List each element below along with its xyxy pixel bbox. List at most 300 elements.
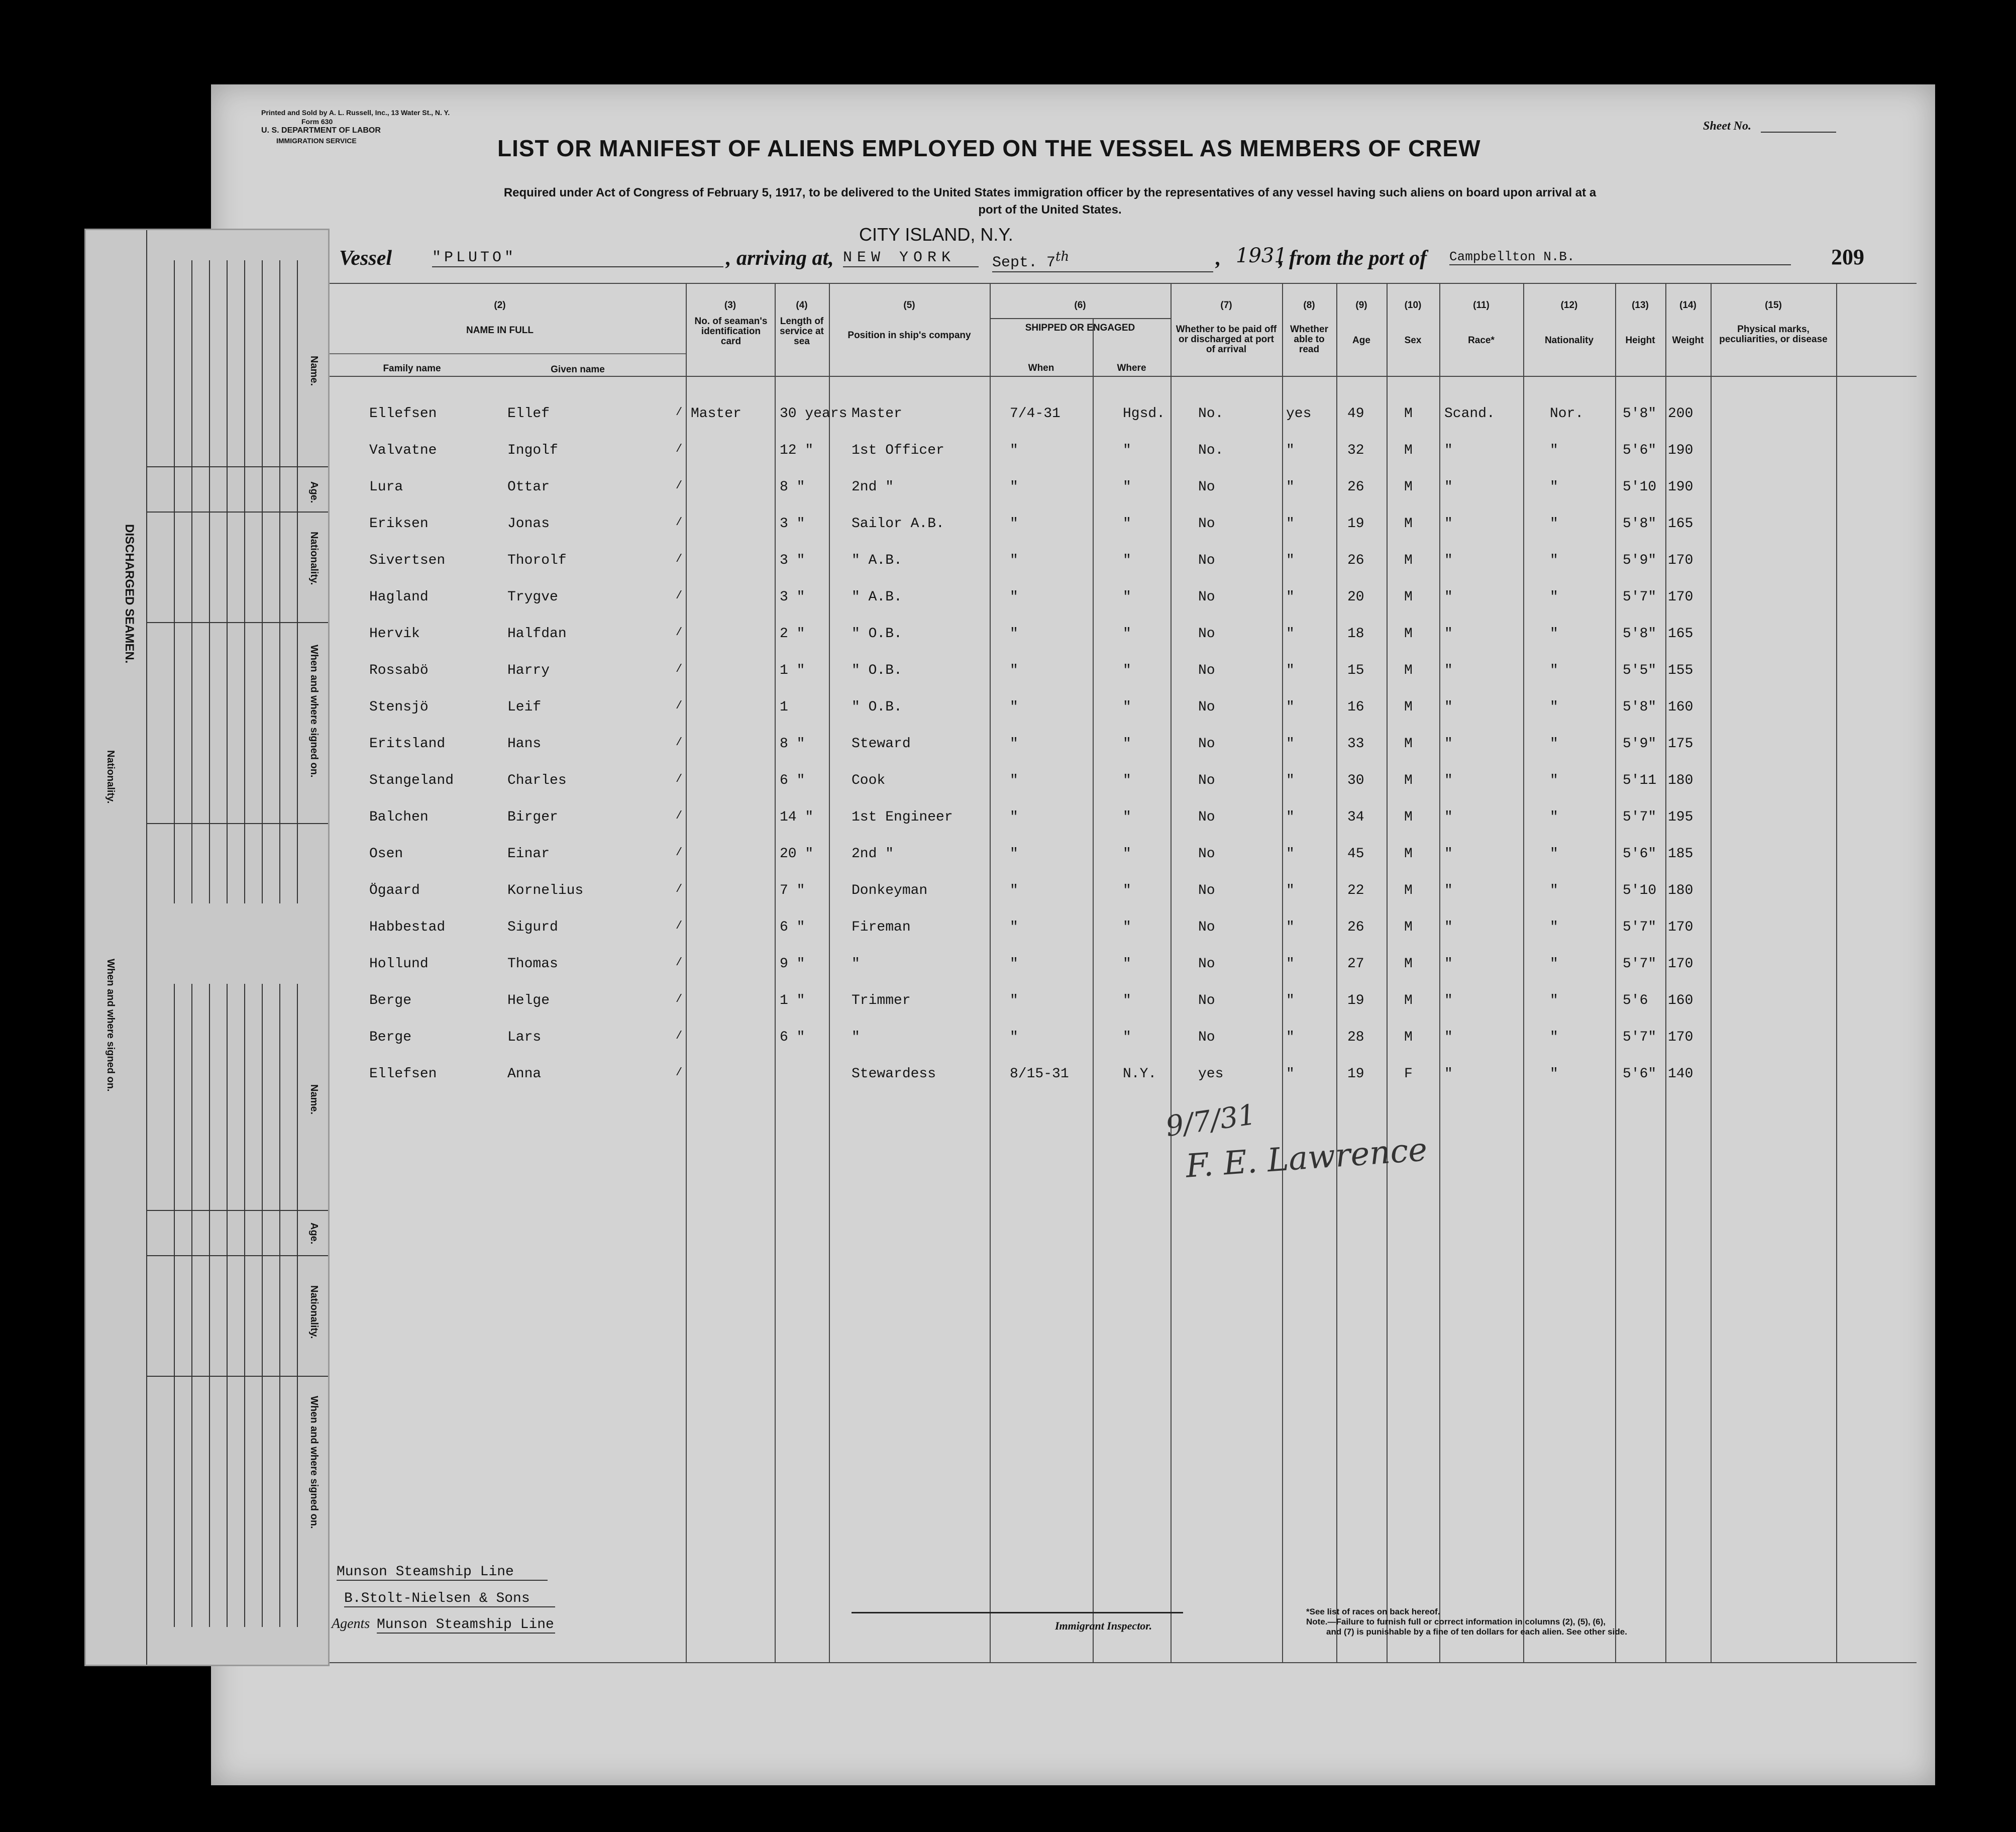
able-to-read-cell: " (1286, 920, 1295, 935)
sex-cell: M (1404, 479, 1413, 495)
able-to-read-cell: " (1286, 589, 1295, 605)
shipped-when-cell: " (1010, 736, 1018, 752)
able-to-read-cell: " (1286, 443, 1295, 458)
strip-rule (279, 984, 280, 1627)
race-cell: " (1444, 479, 1453, 495)
col13-number: (13) (1632, 300, 1649, 311)
nationality-cell: " (1550, 479, 1558, 495)
family-name-cell: Sivertsen (369, 553, 446, 568)
agents-label: Agents (332, 1616, 370, 1632)
check-mark: / (676, 516, 683, 529)
strip-rule (146, 1255, 328, 1256)
height-cell: 5'8" (1623, 406, 1657, 422)
service-length-cell: 14 " (780, 809, 814, 825)
able-to-read-cell: " (1286, 626, 1295, 642)
height-cell: 5'10 (1623, 883, 1657, 898)
shipped-where-cell: " (1123, 516, 1131, 532)
where-header: Where (1117, 363, 1146, 373)
shipped-subrule (990, 318, 1171, 319)
service-length-cell: 12 " (780, 443, 814, 458)
family-name-cell: Valvatne (369, 443, 437, 458)
family-name-cell: Lura (369, 479, 403, 495)
weight-cell: 160 (1668, 699, 1693, 715)
shipped-when-cell: " (1010, 589, 1018, 605)
sex-cell: M (1404, 553, 1413, 568)
nationality-cell: " (1550, 809, 1558, 825)
col10-header: Sex (1404, 335, 1422, 346)
given-name-cell: Anna (507, 1066, 542, 1082)
able-to-read-cell: " (1286, 956, 1295, 972)
col15-header: Physical marks, peculiarities, or disease (1719, 324, 1828, 345)
given-name-cell: Charles (507, 773, 567, 788)
comma-1: , (1216, 247, 1221, 270)
col-rule-8 (1282, 283, 1283, 1662)
family-name-cell: Habbestad (369, 920, 446, 935)
able-to-read-cell: " (1286, 663, 1295, 678)
service-length-cell: 1 " (780, 663, 805, 678)
age-cell: 19 (1347, 993, 1364, 1008)
shipped-where-cell: " (1123, 443, 1131, 458)
arriving-label: , arriving at, (726, 247, 834, 270)
penalty-note-2: and (7) is punishable by a fine of ten dollars for each alien. See other side. (1326, 1627, 1627, 1637)
service-length-cell: 6 " (780, 920, 805, 935)
age-cell: 16 (1347, 699, 1364, 715)
position-cell: " O.B. (852, 663, 902, 678)
col4-header: Length of service at sea (780, 316, 824, 347)
check-mark: / (676, 443, 683, 455)
requirement-line-1: Required under Act of Congress of February 5, 1917, to be delivered to the United States immigration officer by the representatives of any vessel having such aliens on board upon arrival at a (503, 186, 1597, 199)
paid-off-cell: No (1198, 809, 1215, 825)
shipped-where-cell: N.Y. (1123, 1066, 1157, 1082)
age-cell: 18 (1347, 626, 1364, 642)
strip-rule (146, 230, 147, 1665)
strip-rule (146, 1376, 328, 1377)
height-cell: 5'6" (1623, 846, 1657, 862)
weight-cell: 185 (1668, 846, 1693, 862)
col-rule-15 (1711, 283, 1712, 1662)
shipped-where-cell: " (1123, 699, 1131, 715)
service-length-cell: 3 " (780, 589, 805, 605)
col-rule-6 (990, 283, 991, 1662)
given-name-cell: Sigurd (507, 920, 558, 935)
paid-off-cell: No (1198, 736, 1215, 752)
position-cell: Master (852, 406, 902, 422)
sex-cell: M (1404, 406, 1413, 422)
check-mark: / (676, 773, 683, 785)
height-cell: 5'7" (1623, 589, 1657, 605)
requirement-line-2: port of the United States. (978, 203, 1122, 217)
check-mark: / (676, 736, 683, 749)
paid-off-cell: No. (1198, 406, 1224, 422)
paid-off-cell: No (1198, 699, 1215, 715)
nationality-cell: " (1550, 883, 1558, 898)
shipped-when-cell: " (1010, 883, 1018, 898)
shipped-where-cell: " (1123, 1030, 1131, 1045)
race-cell: " (1444, 516, 1453, 532)
col5-header: Position in ship's company (847, 330, 971, 341)
shipped-where-cell: " (1123, 479, 1131, 495)
position-cell: " (852, 956, 860, 972)
given-name-cell: Ottar (507, 479, 550, 495)
check-mark: / (676, 589, 683, 602)
printer-credit: Printed and Sold by A. L. Russell, Inc., 13 Water St., N. Y. (261, 109, 450, 117)
given-name-header: Given name (551, 364, 605, 375)
height-cell: 5'6 (1623, 993, 1648, 1008)
shipped-where-cell: " (1123, 589, 1131, 605)
shipped-where-cell: " (1123, 773, 1131, 788)
penalty-note-1: Note.—Failure to furnish full or correct information in columns (2), (5), (6), (1306, 1617, 1606, 1626)
check-mark: / (676, 846, 683, 859)
port-stamp: CITY ISLAND, N.Y. (859, 224, 1013, 245)
col9-header: Age (1352, 335, 1370, 346)
paid-off-cell: yes (1198, 1066, 1224, 1082)
strip-rule (297, 260, 298, 903)
col15-number: (15) (1765, 300, 1782, 311)
sex-cell: M (1404, 809, 1413, 825)
race-cell: " (1444, 553, 1453, 568)
col11-header: Race* (1468, 335, 1495, 346)
age-cell: 26 (1347, 553, 1364, 568)
position-cell: Trimmer (852, 993, 911, 1008)
arrival-date-suffix: th (1055, 249, 1070, 264)
strip-signed-label-2: When and where signed on. (308, 1396, 320, 1529)
family-name-cell: Eritsland (369, 736, 446, 752)
height-cell: 5'9" (1623, 736, 1657, 752)
service-length-cell: 6 " (780, 773, 805, 788)
sex-cell: M (1404, 736, 1413, 752)
shipped-when-cell: " (1010, 626, 1018, 642)
able-to-read-cell: " (1286, 773, 1295, 788)
table-top-rule (319, 283, 1917, 284)
able-to-read-cell: " (1286, 1030, 1295, 1045)
col11-number: (11) (1473, 300, 1490, 311)
able-to-read-cell: " (1286, 479, 1295, 495)
able-to-read-cell: " (1286, 553, 1295, 568)
race-cell: " (1444, 773, 1453, 788)
paid-off-cell: No (1198, 846, 1215, 862)
col4-number: (4) (796, 300, 808, 311)
page-number: 209 (1831, 245, 1864, 269)
nationality-cell: " (1550, 553, 1558, 568)
race-cell: " (1444, 736, 1453, 752)
age-cell: 34 (1347, 809, 1364, 825)
given-name-cell: Hans (507, 736, 542, 752)
shipped-where-cell: " (1123, 883, 1131, 898)
service-length-cell: 9 " (780, 956, 805, 972)
check-mark: / (676, 883, 683, 895)
sex-cell: M (1404, 589, 1413, 605)
page-title: LIST OR MANIFEST OF ALIENS EMPLOYED ON THE VESSEL AS MEMBERS OF CREW (497, 135, 1481, 161)
position-cell: " O.B. (852, 626, 902, 642)
age-cell: 26 (1347, 479, 1364, 495)
col14-header: Weight (1672, 335, 1704, 346)
height-cell: 5'8" (1623, 699, 1657, 715)
strip-title: DISCHARGED SEAMEN. (123, 524, 136, 664)
strip-rule (262, 984, 263, 1627)
col5-number: (5) (903, 300, 915, 311)
col13-header: Height (1625, 335, 1655, 346)
agents-value: Munson Steamship Line (377, 1617, 555, 1634)
shipped-when-cell: 8/15-31 (1010, 1066, 1069, 1082)
col6-header: SHIPPED OR ENGAGED (1025, 323, 1135, 333)
family-name-cell: Ellefsen (369, 406, 437, 422)
height-cell: 5'8" (1623, 626, 1657, 642)
service-length-cell: 6 " (780, 1030, 805, 1045)
nationality-cell: " (1550, 736, 1558, 752)
service-length-cell: 3 " (780, 516, 805, 532)
race-cell: Scand. (1444, 406, 1495, 422)
sex-cell: F (1404, 1066, 1413, 1082)
given-name-cell: Harry (507, 663, 550, 678)
race-cell: " (1444, 663, 1453, 678)
col-rule-3 (686, 283, 687, 1662)
shipped-where-cell: Hgsd. (1123, 406, 1165, 422)
height-cell: 5'5" (1623, 663, 1657, 678)
service-length-cell: 20 " (780, 846, 814, 862)
sheet-number-line (1761, 132, 1836, 133)
height-cell: 5'11 (1623, 773, 1657, 788)
shipped-where-cell: " (1123, 809, 1131, 825)
age-cell: 22 (1347, 883, 1364, 898)
able-to-read-cell: " (1286, 1066, 1295, 1082)
able-to-read-cell: yes (1286, 406, 1312, 422)
family-name-cell: Ellefsen (369, 1066, 437, 1082)
col-rule-12 (1523, 283, 1524, 1662)
able-to-read-cell: " (1286, 809, 1295, 825)
height-cell: 5'7" (1623, 809, 1657, 825)
given-name-cell: Helge (507, 993, 550, 1008)
given-name-cell: Halfdan (507, 626, 567, 642)
weight-cell: 180 (1668, 773, 1693, 788)
strip-nat-label-2: Nationality. (308, 1285, 320, 1339)
strip-rule (146, 1210, 328, 1211)
strip-rule (146, 823, 328, 824)
strip-rule (209, 260, 210, 903)
col-rule-4 (775, 283, 776, 1662)
service-length-cell: 3 " (780, 553, 805, 568)
check-mark: / (676, 406, 683, 419)
col-rule-16 (1836, 283, 1837, 1662)
col3-header: No. of seaman's identification card (694, 316, 768, 347)
weight-cell: 190 (1668, 443, 1693, 458)
family-name-cell: Osen (369, 846, 403, 862)
vessel-name: "PLUTO" (432, 249, 723, 267)
weight-cell: 190 (1668, 479, 1693, 495)
shipped-where-cell: " (1123, 736, 1131, 752)
family-name-cell: Berge (369, 993, 412, 1008)
check-mark: / (676, 699, 683, 712)
weight-cell: 165 (1668, 516, 1693, 532)
strip-rule (297, 984, 298, 1627)
height-cell: 5'6" (1623, 443, 1657, 458)
height-cell: 5'8" (1623, 516, 1657, 532)
weight-cell: 180 (1668, 883, 1693, 898)
paid-off-cell: No (1198, 920, 1215, 935)
service-length-cell: 1 " (780, 993, 805, 1008)
col14-number: (14) (1679, 300, 1696, 311)
col12-number: (12) (1560, 300, 1578, 311)
family-name-cell: Hervik (369, 626, 420, 642)
given-name-cell: Thomas (507, 956, 558, 972)
given-name-cell: Birger (507, 809, 558, 825)
race-cell: " (1444, 883, 1453, 898)
height-cell: 5'7" (1623, 920, 1657, 935)
service-length-cell: 7 " (780, 883, 805, 898)
col2-header: NAME IN FULL (466, 325, 534, 336)
sex-cell: M (1404, 773, 1413, 788)
position-cell: 1st Officer (852, 443, 944, 458)
paid-off-cell: No (1198, 956, 1215, 972)
weight-cell: 160 (1668, 993, 1693, 1008)
id-card-cell: Master (691, 406, 741, 422)
age-cell: 28 (1347, 1030, 1364, 1045)
owner-line: Munson Steamship Line (337, 1564, 548, 1581)
when-header: When (1028, 363, 1054, 373)
strip-age-label: Age. (308, 481, 320, 503)
col10-number: (10) (1404, 300, 1422, 311)
position-cell: " O.B. (852, 699, 902, 715)
family-name-cell: Stensjö (369, 699, 429, 715)
family-name-cell: Hollund (369, 956, 429, 972)
nationality-cell: " (1550, 1030, 1558, 1045)
age-cell: 26 (1347, 920, 1364, 935)
strip-nationality-label: Nationality. (105, 750, 116, 804)
check-mark: / (676, 956, 683, 969)
age-cell: 30 (1347, 773, 1364, 788)
age-cell: 45 (1347, 846, 1364, 862)
sex-cell: M (1404, 626, 1413, 642)
given-name-cell: Kornelius (507, 883, 584, 898)
shipped-when-cell: " (1010, 809, 1018, 825)
age-cell: 27 (1347, 956, 1364, 972)
paid-off-cell: No (1198, 516, 1215, 532)
nationality-cell: " (1550, 626, 1558, 642)
weight-cell: 140 (1668, 1066, 1693, 1082)
col8-header: Whether able to read (1290, 324, 1328, 355)
service-length-cell: 8 " (780, 736, 805, 752)
paid-off-cell: No (1198, 773, 1215, 788)
paid-off-cell: No (1198, 553, 1215, 568)
able-to-read-cell: " (1286, 736, 1295, 752)
position-cell: Cook (852, 773, 886, 788)
weight-cell: 200 (1668, 406, 1693, 422)
age-cell: 19 (1347, 1066, 1364, 1082)
sex-cell: M (1404, 516, 1413, 532)
able-to-read-cell: " (1286, 993, 1295, 1008)
race-cell: " (1444, 846, 1453, 862)
given-name-cell: Lars (507, 1030, 542, 1045)
discharged-seamen-strip (84, 229, 330, 1666)
arrival-year: 1931 (1236, 244, 1287, 267)
form-number: Form 630 (301, 118, 333, 126)
paid-off-cell: No (1198, 993, 1215, 1008)
position-cell: 1st Engineer (852, 809, 953, 825)
shipped-when-cell: 7/4-31 (1010, 406, 1060, 422)
shipped-where-cell: " (1123, 663, 1131, 678)
height-cell: 5'7" (1623, 1030, 1657, 1045)
service-length-cell: 1 (780, 699, 788, 715)
shipped-when-cell: " (1010, 663, 1018, 678)
able-to-read-cell: " (1286, 699, 1295, 715)
age-cell: 15 (1347, 663, 1364, 678)
position-cell: 2nd " (852, 479, 894, 495)
shipped-when-cell: " (1010, 1030, 1018, 1045)
manifest-sheet (211, 84, 1935, 1785)
service-length-cell: 8 " (780, 479, 805, 495)
shipped-when-cell: " (1010, 443, 1018, 458)
weight-cell: 170 (1668, 920, 1693, 935)
weight-cell: 170 (1668, 553, 1693, 568)
position-cell: " (852, 1030, 860, 1045)
shipped-where-cell: " (1123, 920, 1131, 935)
race-cell: " (1444, 956, 1453, 972)
position-cell: " A.B. (852, 589, 902, 605)
sheet-number-label: Sheet No. (1703, 120, 1751, 133)
nationality-cell: " (1550, 516, 1558, 532)
operator-line: B.Stolt-Nielsen & Sons (344, 1591, 555, 1607)
check-mark: / (676, 626, 683, 639)
height-cell: 5'10 (1623, 479, 1657, 495)
departure-port: Campbellton N.B. (1449, 249, 1791, 265)
race-cell: " (1444, 1066, 1453, 1082)
strip-when-label: When and where signed on. (105, 959, 116, 1092)
strip-signed-label: When and where signed on. (308, 645, 320, 778)
weight-cell: 175 (1668, 736, 1693, 752)
race-cell: " (1444, 626, 1453, 642)
col-rule-9 (1336, 283, 1337, 1662)
race-cell: " (1444, 589, 1453, 605)
shipped-where-cell: " (1123, 553, 1131, 568)
name-subrule (319, 353, 686, 354)
nationality-cell: " (1550, 773, 1558, 788)
strip-rule (279, 260, 280, 903)
col-rule-5 (829, 283, 830, 1662)
inspector-signature-line (852, 1612, 1183, 1613)
table-bottom-rule (319, 1662, 1917, 1663)
age-cell: 20 (1347, 589, 1364, 605)
shipped-when-cell: " (1010, 846, 1018, 862)
races-note: *See list of races on back hereof. (1306, 1607, 1440, 1616)
sex-cell: M (1404, 699, 1413, 715)
height-cell: 5'7" (1623, 956, 1657, 972)
height-cell: 5'9" (1623, 553, 1657, 568)
nationality-cell: " (1550, 920, 1558, 935)
height-cell: 5'6" (1623, 1066, 1657, 1082)
paid-off-cell: No (1198, 883, 1215, 898)
sex-cell: M (1404, 663, 1413, 678)
given-name-cell: Thorolf (507, 553, 567, 568)
given-name-cell: Leif (507, 699, 542, 715)
table-header-rule (319, 376, 1917, 377)
col8-number: (8) (1303, 300, 1315, 311)
family-name-header: Family name (383, 363, 441, 374)
strip-name-label: Name. (308, 356, 320, 386)
shipped-when-cell: " (1010, 993, 1018, 1008)
check-mark: / (676, 663, 683, 675)
strip-rule (191, 984, 192, 1627)
age-cell: 19 (1347, 516, 1364, 532)
sex-cell: M (1404, 1030, 1413, 1045)
strip-rule (209, 984, 210, 1627)
col7-number: (7) (1220, 300, 1232, 311)
nationality-cell: " (1550, 699, 1558, 715)
given-name-cell: Ellef (507, 406, 550, 422)
weight-cell: 165 (1668, 626, 1693, 642)
family-name-cell: Balchen (369, 809, 429, 825)
col12-header: Nationality (1544, 335, 1594, 346)
nationality-cell: " (1550, 846, 1558, 862)
able-to-read-cell: " (1286, 883, 1295, 898)
